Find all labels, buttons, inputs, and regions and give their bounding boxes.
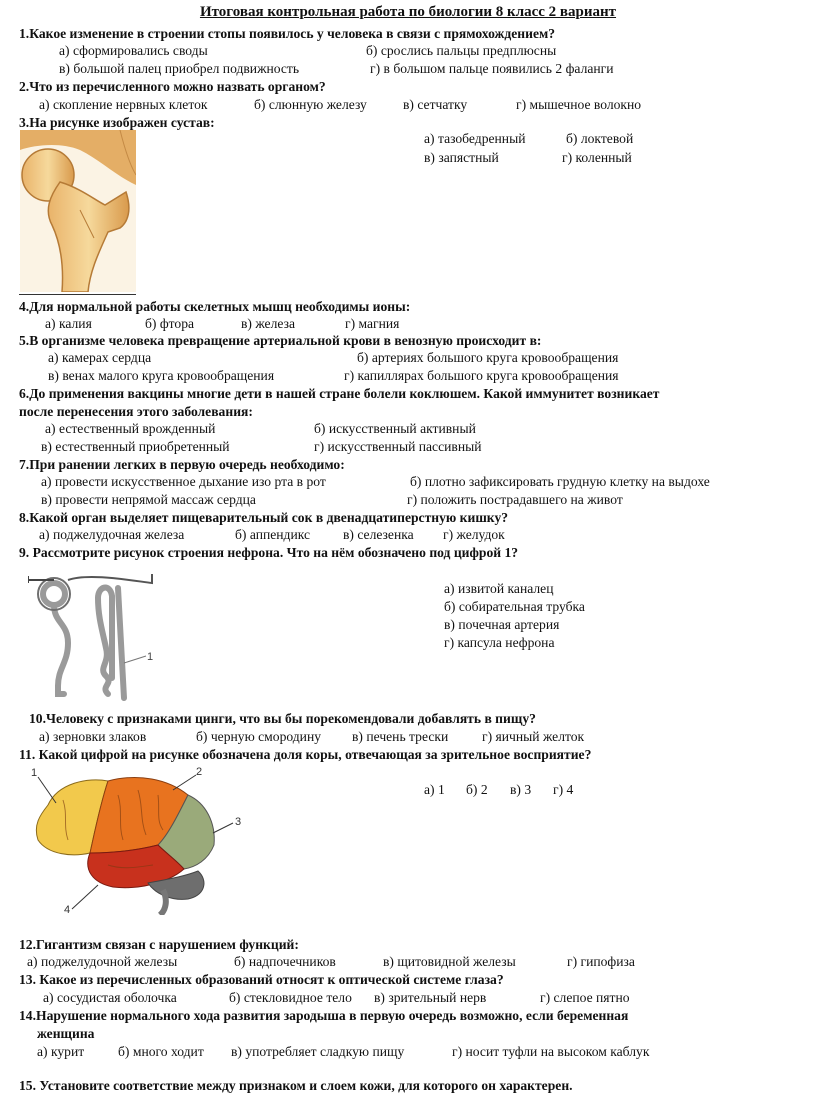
q3-option-d: г) коленный — [562, 150, 632, 165]
q5-option-d: г) капиллярах большого круга кровообращения — [344, 368, 619, 383]
question-10: 10.Человеку с признаками цинги, что вы бы порекомендовали добавлять в пищу? — [29, 711, 536, 726]
q14-option-d: г) носит туфли на высоком каблук — [452, 1044, 650, 1059]
hip-joint-image — [20, 130, 136, 292]
q1-option-d: г) в большом пальце появились 2 фаланги — [370, 61, 614, 76]
q13-option-b: б) стекловидное тело — [229, 990, 352, 1005]
q10-option-b: б) черную смородину — [196, 729, 322, 744]
q2-option-a: а) скопление нервных клеток — [39, 97, 208, 112]
q8-option-b: б) аппендикс — [235, 527, 311, 542]
question-15: 15. Установите соответствие между признаком и слоем кожи, для которого он характерен. — [19, 1078, 573, 1093]
nephron-label-1: 1 — [147, 651, 154, 663]
q7-option-c: в) провести непрямой массаж сердца — [41, 492, 256, 507]
q11-option-b: б) 2 — [466, 782, 488, 797]
q4-option-b: б) фтора — [145, 316, 195, 331]
q7-option-a: а) провести искусственное дыхание изо рта в рот — [41, 474, 326, 489]
q12-option-b: б) надпочечников — [234, 954, 336, 969]
q11-option-a: а) 1 — [424, 782, 445, 797]
q6-option-a: а) естественный врожденный — [45, 421, 216, 436]
q12-option-a: а) поджелудочной железы — [27, 954, 178, 969]
q9-option-a: а) извитой каналец — [444, 581, 554, 596]
question-11: 11. Какой цифрой на рисунке обозначена доля коры, отвечающая за зрительное восприятие? — [19, 747, 592, 762]
q10-option-d: г) яичный желток — [482, 729, 585, 744]
q6-option-b: б) искусственный активный — [314, 421, 476, 436]
q13-option-a: а) сосудистая оболочка — [43, 990, 177, 1005]
question-13: 13. Какое из перечисленных образований относят к оптической системе глаза? — [19, 972, 504, 987]
question-14-cont: женщина — [37, 1026, 95, 1041]
question-1: 1.Какое изменение в строении стопы появилось у человека в связи с прямохождением? — [19, 26, 556, 41]
q6-option-d: г) искусственный пассивный — [314, 439, 482, 454]
q12-option-c: в) щитовидной железы — [383, 954, 516, 969]
brain-label-3: 3 — [235, 816, 242, 828]
question-7: 7.При ранении легких в первую очередь необходимо: — [19, 457, 345, 472]
q1-option-b: б) срослись пальцы предплюсны — [366, 43, 557, 58]
q1-option-a: а) сформировались своды — [59, 43, 208, 58]
brain-label-1: 1 — [31, 767, 38, 779]
q3-option-a: а) тазобедренный — [424, 131, 526, 146]
question-9: 9. Рассмотрите рисунок строения нефрона. Что на нём обозначено под цифрой 1? — [19, 545, 519, 560]
q13-option-d: г) слепое пятно — [540, 990, 630, 1005]
q5-option-c: в) венах малого круга кровообращения — [48, 368, 275, 383]
q8-option-a: а) поджелудочная железа — [39, 527, 185, 542]
q11-option-d: г) 4 — [553, 782, 574, 797]
q8-option-d: г) желудок — [443, 527, 505, 542]
question-2: 2.Что из перечисленного можно назвать органом? — [19, 79, 326, 94]
q8-option-c: в) селезенка — [343, 527, 414, 542]
q10-option-a: а) зерновки злаков — [39, 729, 147, 744]
q4-option-a: а) калия — [45, 316, 92, 331]
page-title: Итоговая контрольная работа по биологии 8 класс 2 вариант — [199, 4, 617, 20]
question-3: 3.На рисунке изображен сустав: — [19, 115, 215, 130]
q3-option-b: б) локтевой — [566, 131, 634, 146]
q6-option-c: в) естественный приобретенный — [41, 439, 230, 454]
nephron-image — [28, 568, 168, 708]
question-4: 4.Для нормальной работы скелетных мышц необходимы ионы: — [19, 299, 411, 314]
question-14: 14.Нарушение нормального хода развития зародыша в первую очередь возможно, если беременная — [19, 1008, 629, 1023]
q3-option-c: в) запястный — [424, 150, 499, 165]
q14-option-b: б) много ходит — [118, 1044, 204, 1059]
question-12: 12.Гигантизм связан с нарушением функций: — [19, 937, 299, 952]
q4-option-d: г) магния — [345, 316, 400, 331]
q10-option-c: в) печень трески — [352, 729, 449, 744]
q11-option-c: в) 3 — [510, 782, 532, 797]
q7-option-d: г) положить пострадавшего на живот — [407, 492, 623, 507]
q5-option-b: б) артериях большого круга кровообращения — [357, 350, 619, 365]
q2-option-d: г) мышечное волокно — [516, 97, 642, 112]
q12-option-d: г) гипофиза — [567, 954, 635, 969]
question-6: 6.До применения вакцины многие дети в нашей стране болели коклюшем. Какой иммунитет возникает — [19, 386, 660, 401]
q7-option-b: б) плотно зафиксировать грудную клетку на выдохе — [410, 474, 710, 489]
q9-option-d: г) капсула нефрона — [444, 635, 555, 650]
question-6-cont: после перенесения этого заболевания: — [19, 404, 253, 419]
q13-option-c: в) зрительный нерв — [374, 990, 487, 1005]
q5-option-a: а) камерах сердца — [48, 350, 152, 365]
q14-option-c: в) употребляет сладкую пищу — [231, 1044, 405, 1059]
brain-image — [28, 765, 250, 915]
q2-option-c: в) сетчатку — [403, 97, 468, 112]
q4-option-c: в) железа — [241, 316, 295, 331]
brain-label-2: 2 — [196, 766, 203, 778]
q1-option-c: в) большой палец приобрел подвижность — [59, 61, 300, 76]
q9-option-c: в) почечная артерия — [444, 617, 560, 632]
q14-option-a: а) курит — [37, 1044, 85, 1059]
question-5: 5.В организме человека превращение артериальной крови в венозную происходит в: — [19, 333, 542, 348]
image-underline — [19, 294, 136, 295]
q2-option-b: б) слюнную железу — [254, 97, 367, 112]
q9-option-b: б) собирательная трубка — [444, 599, 585, 614]
question-8: 8.Какой орган выделяет пищеварительный сок в двенадцатиперстную кишку? — [19, 510, 509, 525]
brain-label-4: 4 — [64, 904, 71, 915]
